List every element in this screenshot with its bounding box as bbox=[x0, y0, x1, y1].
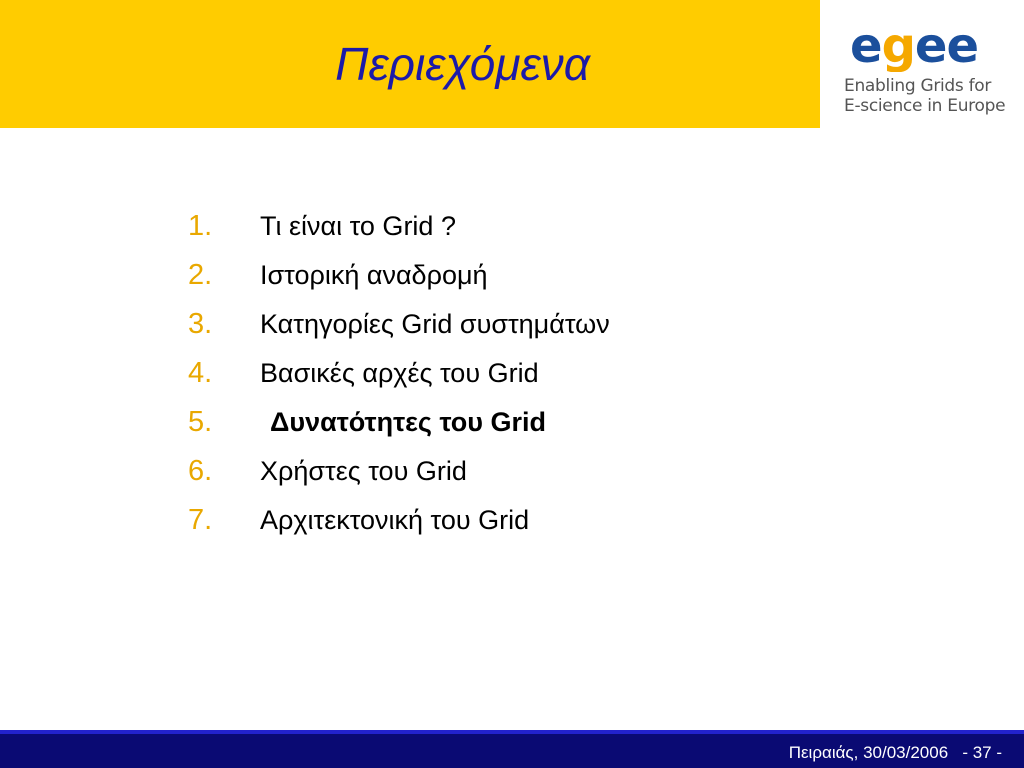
toc-item-label: Χρήστες του Grid bbox=[260, 456, 467, 486]
toc-item-label: Κατηγορίες Grid συστημάτων bbox=[260, 309, 610, 339]
egee-logo-mark bbox=[850, 22, 1000, 72]
table-of-contents bbox=[188, 202, 610, 545]
toc-item bbox=[188, 496, 610, 545]
toc-item bbox=[188, 202, 610, 251]
egee-logo-wordmark: egee bbox=[850, 22, 979, 72]
toc-item-label: Τι είναι το Grid ? bbox=[260, 211, 456, 241]
toc-item-label: Δυνατότητες του Grid bbox=[270, 407, 546, 437]
toc-item-label: Ιστορική αναδρομή bbox=[260, 260, 488, 290]
logo-tagline-line2: E-science in Europe bbox=[844, 96, 1006, 116]
toc-item bbox=[188, 300, 610, 349]
toc-item-number: 6. bbox=[188, 455, 213, 487]
toc-item-label: Αρχιτεκτονική του Grid bbox=[260, 505, 530, 535]
toc-item-number: 1. bbox=[188, 210, 213, 242]
slide-title: Περιεχόμενα bbox=[335, 38, 590, 90]
toc-item-number: 4. bbox=[188, 357, 213, 389]
toc-item-label: Βασικές αρχές του Grid bbox=[260, 358, 539, 388]
toc-item bbox=[188, 349, 610, 398]
egee-logo-tagline bbox=[844, 76, 1005, 116]
toc-item-number: 2. bbox=[188, 259, 213, 291]
egee-logo bbox=[820, 0, 1024, 128]
toc-item-current bbox=[188, 398, 610, 447]
toc-item-number: 7. bbox=[188, 504, 213, 536]
toc-item bbox=[188, 251, 610, 300]
footer-band bbox=[0, 730, 1024, 768]
footer-text: Πειραιάς, 30/03/2006 - 37 - bbox=[788, 743, 1002, 762]
toc-item bbox=[188, 447, 610, 496]
title-band bbox=[0, 0, 820, 128]
toc-item-number: 3. bbox=[188, 308, 213, 340]
logo-tagline-line1: Enabling Grids for bbox=[844, 76, 992, 96]
toc-item-number: 5. bbox=[188, 406, 213, 438]
